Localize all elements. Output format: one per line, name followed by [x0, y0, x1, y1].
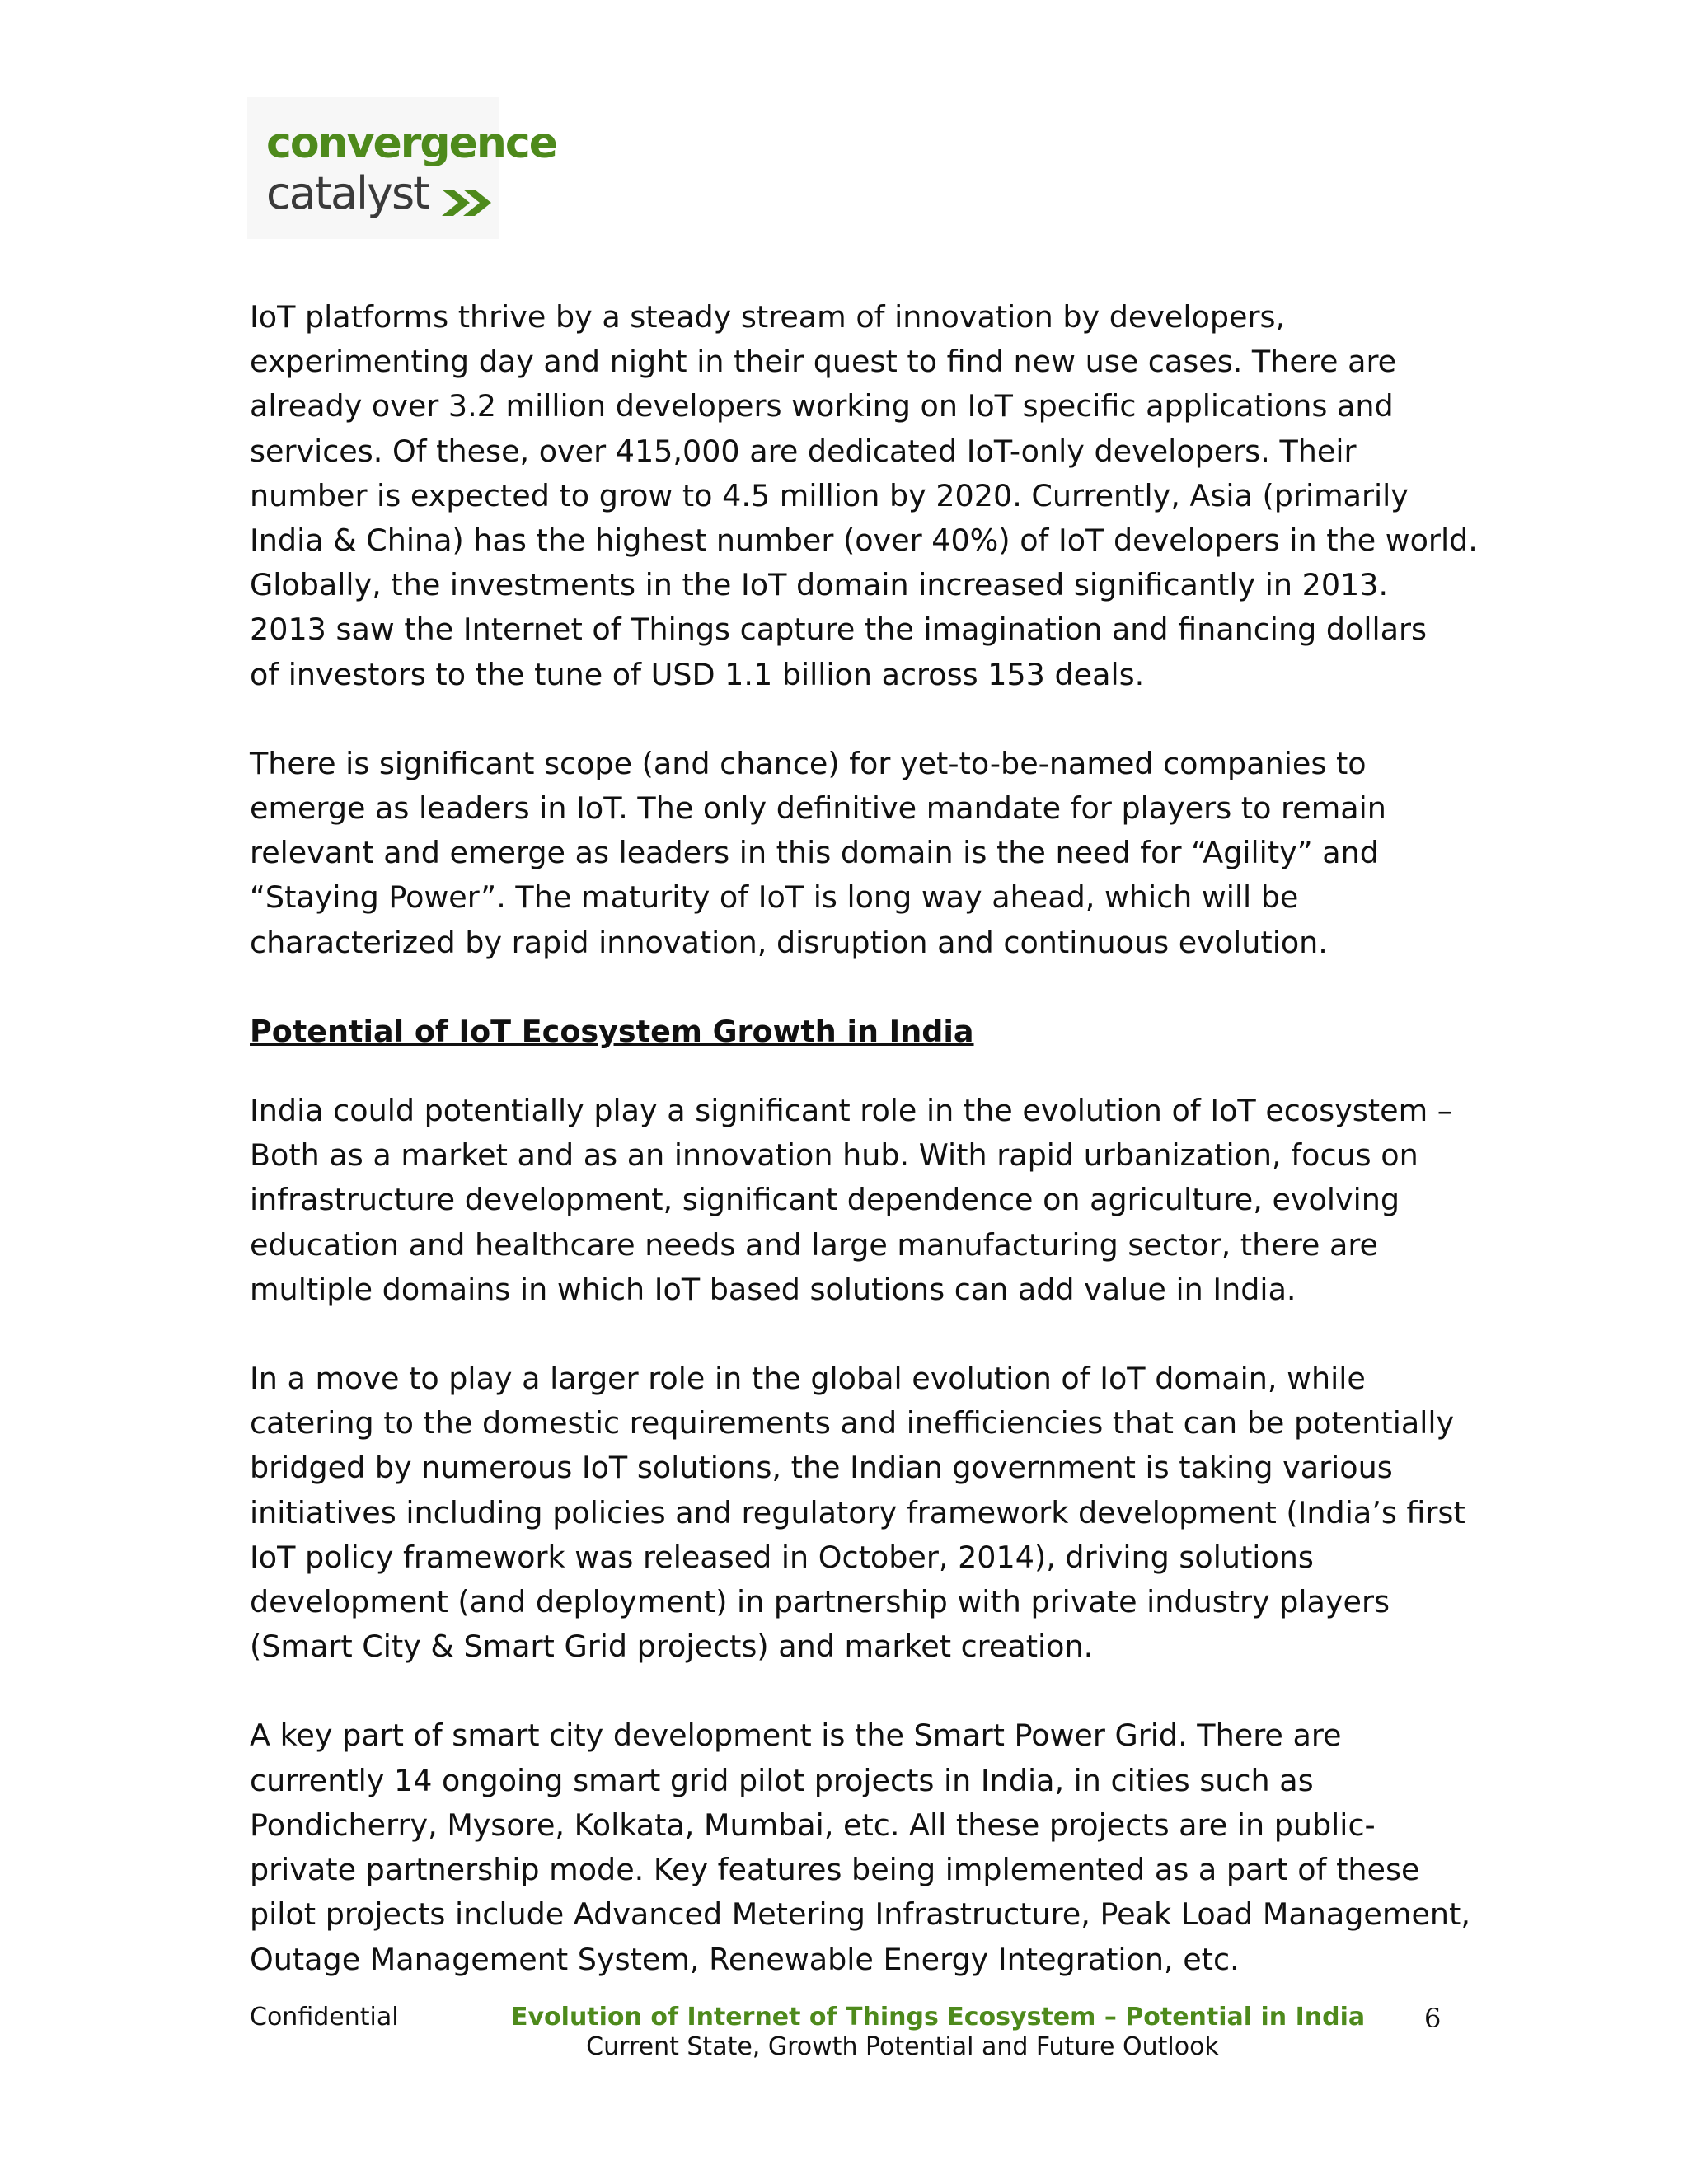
- text-line: (Smart City & Smart Grid projects) and market creation.: [250, 1629, 1094, 1665]
- paragraph-developers: [250, 295, 1478, 697]
- paragraph-india-role: [250, 1089, 1453, 1312]
- text-line: catering to the domestic requirements and inefficiencies that can be potentially: [250, 1405, 1455, 1441]
- paragraph-smart-grid: [250, 1713, 1470, 1981]
- text-line: IoT platforms thrive by a steady stream of innovation by developers,: [250, 299, 1286, 335]
- text-line: India & China) has the highest number (over 40%) of IoT developers in the world.: [250, 523, 1478, 559]
- paragraph-scope: [250, 742, 1453, 965]
- footer-document-title: [511, 2003, 1366, 2062]
- company-logo: [247, 97, 556, 239]
- text-line: A key part of smart city development is the Smart Power Grid. There are: [250, 1718, 1342, 1754]
- text-line: There is significant scope (and chance) for yet-to-be-named companies to: [250, 745, 1367, 781]
- text-line: services. Of these, over 415,000 are dedicated IoT-only developers. Their: [250, 433, 1357, 469]
- text-line: “Staying Power”. The maturity of IoT is long way ahead, which will be: [250, 879, 1299, 916]
- text-line: initiatives including policies and regulatory framework development (India’s first: [250, 1494, 1465, 1530]
- text-line: 2013 saw the Internet of Things capture the imagination and financing dollars: [250, 612, 1428, 648]
- text-line: experimenting day and night in their quest to find new use cases. There are: [250, 344, 1397, 380]
- logo-text-convergence: convergence: [266, 119, 556, 168]
- text-line: IoT policy framework was released in October, 2014), driving solutions: [250, 1539, 1314, 1575]
- text-line: multiple domains in which IoT based solutions can add value in India.: [250, 1271, 1296, 1307]
- text-line: already over 3.2 million developers working on IoT specific applications and: [250, 388, 1394, 424]
- text-line: relevant and emerge as leaders in this domain is the need for “Agility” and: [250, 835, 1379, 871]
- section-heading: Potential of IoT Ecosystem Growth in India: [250, 1013, 974, 1049]
- paragraph-government: [250, 1357, 1465, 1669]
- text-line: bridged by numerous IoT solutions, the Indian government is taking various: [250, 1450, 1393, 1486]
- text-line: India could potentially play a significant role in the evolution of IoT ecosystem –: [250, 1093, 1452, 1129]
- text-line: pilot projects include Advanced Metering Infrastructure, Peak Load Management,: [250, 1896, 1470, 1933]
- text-line: Pondicherry, Mysore, Kolkata, Mumbai, etc. All these projects are in public-: [250, 1807, 1376, 1843]
- text-line: Globally, the investments in the IoT domain increased significantly in 2013.: [250, 567, 1389, 603]
- text-line: number is expected to grow to 4.5 million by 2020. Currently, Asia (primarily: [250, 477, 1409, 513]
- text-line: private partnership mode. Key features being implemented as a part of these: [250, 1852, 1420, 1888]
- double-chevron-right-icon: [442, 186, 499, 219]
- text-line: currently 14 ongoing smart grid pilot projects in India, in cities such as: [250, 1762, 1314, 1798]
- footer-subtitle: Current State, Growth Potential and Future Outlook: [586, 2032, 1219, 2061]
- text-line: Outage Management System, Renewable Energy Integration, etc.: [250, 1941, 1240, 1977]
- text-line: development (and deployment) in partnership with private industry players: [250, 1584, 1390, 1620]
- text-line: infrastructure development, significant dependence on agriculture, evolving: [250, 1182, 1400, 1218]
- document-body: [250, 295, 1478, 2027]
- footer-title: Evolution of Internet of Things Ecosystem – Potential in India: [511, 2003, 1366, 2032]
- text-line: Both as a market and as an innovation hub. With rapid urbanization, focus on: [250, 1137, 1418, 1174]
- text-line: In a move to play a larger role in the global evolution of IoT domain, while: [250, 1361, 1366, 1397]
- logo-text-catalyst: catalyst: [266, 167, 429, 219]
- text-line: characterized by rapid innovation, disruption and continuous evolution.: [250, 924, 1328, 960]
- text-line: education and healthcare needs and large manufacturing sector, there are: [250, 1226, 1378, 1263]
- text-line: emerge as leaders in IoT. The only definitive mandate for players to remain: [250, 790, 1386, 827]
- footer-confidential: Confidential: [250, 2003, 399, 2032]
- page-number: 6: [1424, 2003, 1442, 2034]
- text-line: of investors to the tune of USD 1.1 billion across 153 deals.: [250, 656, 1145, 692]
